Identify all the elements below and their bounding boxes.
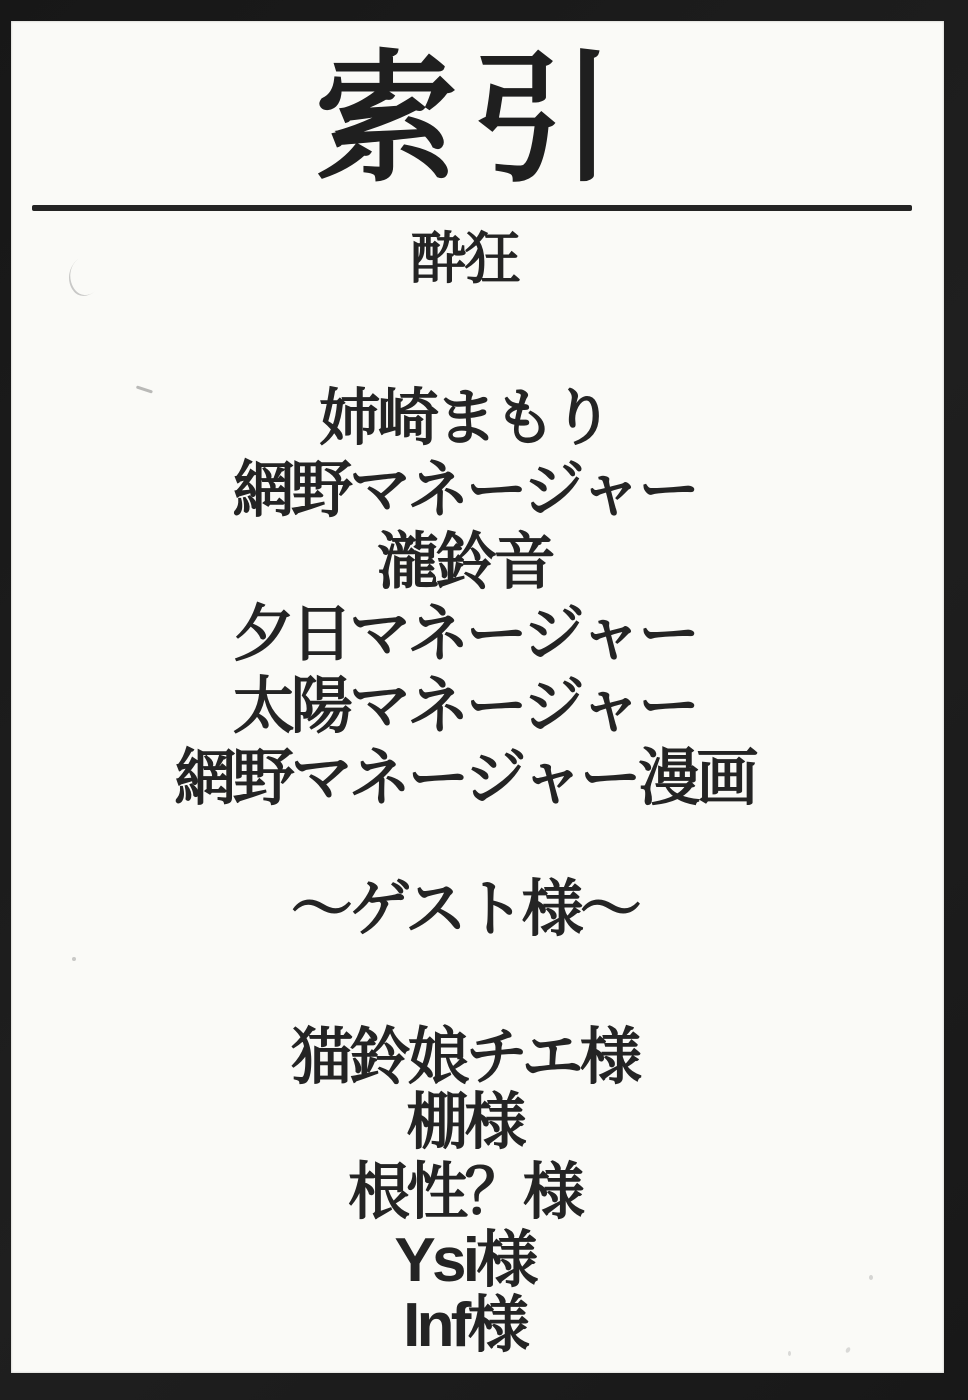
character-entry-3: 瀧鈴音 xyxy=(377,528,552,597)
guest-entry-2: 棚様 xyxy=(406,1088,523,1157)
scan-artifact-speck xyxy=(869,1275,873,1280)
index-page-title: 索引 xyxy=(315,40,628,199)
guest-entry-1: 猫鈴娘チエ様 xyxy=(290,1023,639,1092)
character-entry-1: 姉崎まもり xyxy=(318,384,611,453)
scan-artifact-speck xyxy=(72,957,76,961)
character-entry-2: 網野マネージャー xyxy=(232,456,697,525)
title-divider-rule xyxy=(32,205,912,211)
paper-page xyxy=(11,21,944,1373)
guest-entry-3: 根性？様 xyxy=(347,1158,582,1227)
guest-section-heading: ～ゲスト様～ xyxy=(290,875,639,944)
character-entry-5: 太陽マネージャー xyxy=(232,672,697,741)
character-entry-6: 網野マネージャー漫画 xyxy=(174,744,755,813)
guest-entry-4: Ysi様 xyxy=(394,1226,535,1295)
guest-entry-5: Inf様 xyxy=(403,1291,526,1360)
character-entry-4: 夕日マネージャー xyxy=(232,600,697,669)
scan-artifact-speck xyxy=(788,1351,791,1356)
circle-name: 酔狂 xyxy=(410,227,519,290)
